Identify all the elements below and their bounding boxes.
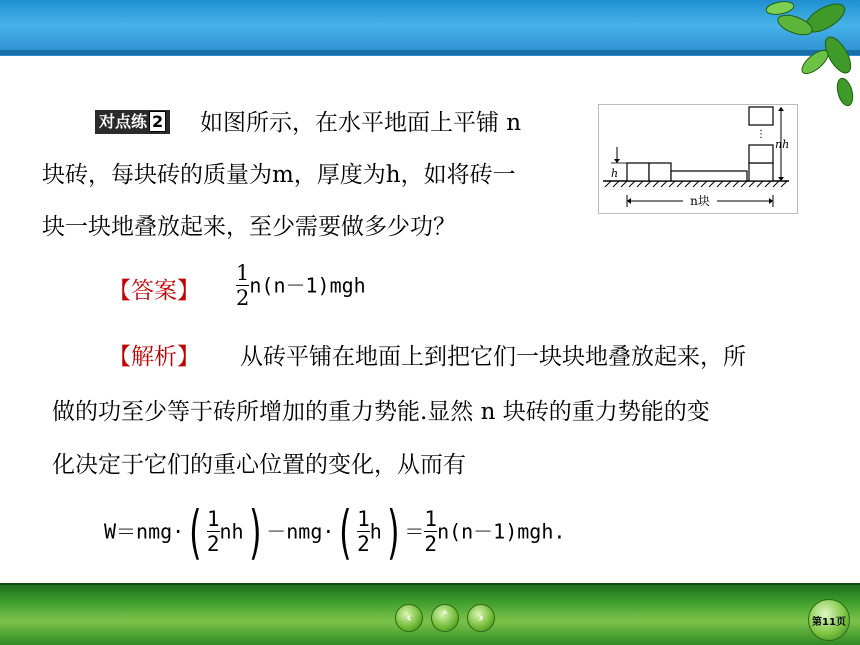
page-number-badge (808, 599, 850, 641)
label-nh: nh (775, 138, 790, 151)
analysis-line-1: 从砖平铺在地面上到把它们一块块地叠放起来，所 (240, 344, 746, 370)
analysis-line-3: 化决定于它们的重心位置的变化，从而有 (52, 452, 466, 478)
formula-part1: W＝nmg· (104, 519, 185, 544)
f2-den: 2 (357, 532, 370, 556)
formula-part2: －nmg· (266, 519, 335, 544)
svg-text:⋮: ⋮ (756, 129, 766, 140)
f3-num: 1 (424, 507, 438, 531)
answer-expr: n(n－1)mgh (249, 273, 366, 298)
f1-den: 2 (206, 532, 220, 556)
next-button[interactable] (467, 604, 495, 632)
answer-expression (236, 262, 366, 309)
f3-den: 2 (424, 532, 438, 556)
answer-fraction (236, 262, 249, 309)
formula-fraction-3 (424, 508, 437, 555)
formula-fraction-2 (357, 508, 370, 555)
formula-fraction-1 (207, 508, 220, 555)
answer-frac-den: 2 (236, 286, 250, 310)
exercise-tag-label: 对点练 (99, 112, 148, 131)
formula: W＝nmg·( $\frac{1}{2}$ nh) －nmg·( $\frac{1}{2}$ h) ＝ $\frac{1}{2}$ n(n－1)mgh. (104, 497, 566, 566)
problem-line-2: 块砖，每块砖的质量为m，厚度为h，如将砖一 (42, 162, 516, 188)
f2-num: 1 (357, 507, 370, 531)
brick-diagram (598, 104, 798, 214)
problem-line-3: 块一块地叠放起来，至少需要做多少功？ (42, 214, 456, 240)
prev-button[interactable] (395, 604, 423, 632)
f1-rest: nh (219, 519, 244, 544)
f2-rest: h (369, 519, 382, 544)
formula-tail: n(n－1)mgh. (437, 519, 566, 544)
exercise-tag (95, 110, 170, 134)
f1-num: 1 (206, 507, 220, 531)
analysis-line-2: 做的功至少等于砖所增加的重力势能.显然 n 块砖的重力势能的变 (52, 399, 710, 425)
formula-equals: ＝ (404, 519, 425, 544)
problem-line-1: 如图所示，在水平地面上平铺 n (200, 110, 522, 136)
label-h: h (611, 167, 619, 180)
home-button[interactable] (431, 604, 459, 632)
chevron-up-icon: ˄ (441, 610, 449, 626)
chevron-left-icon: ‹ (406, 610, 412, 626)
footer-bar (0, 585, 860, 645)
answer-label: 【答案】 (108, 278, 200, 304)
chevron-right-icon: › (478, 610, 484, 626)
answer-frac-num: 1 (236, 261, 250, 285)
page-number: 第11页 (812, 616, 846, 628)
exercise-tag-number: 2 (149, 111, 166, 132)
analysis-label: 【解析】 (108, 344, 200, 370)
label-n-blocks: n块 (690, 194, 710, 208)
